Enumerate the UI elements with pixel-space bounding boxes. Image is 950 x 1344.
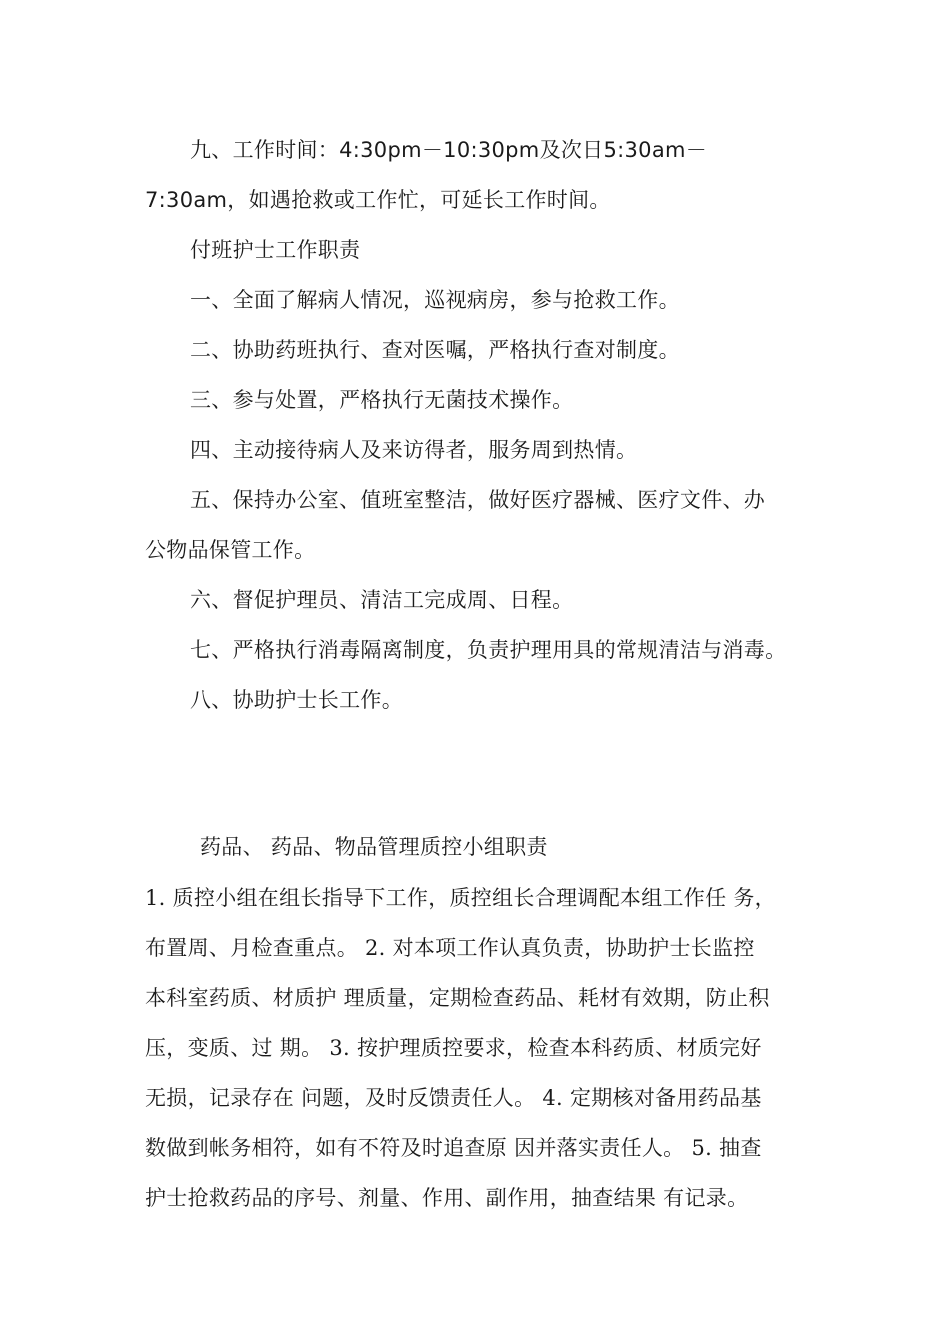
duty-item: 八、协助护士长工作。 — [190, 688, 403, 712]
qc-paragraph-line: 无损，记录存在 问题，及时反馈责任人。 4. 定期核对备用药品基 — [145, 1086, 762, 1110]
assistant-nurse-title: 付班护士工作职责 — [190, 238, 361, 262]
qc-paragraph-line: 压，变质、过 期。 3. 按护理质控要求，检查本科药质、材质完好 — [145, 1036, 762, 1060]
qc-paragraph-line: 布置周、月检查重点。 2. 对本项工作认真负责，协助护士长监控 — [145, 936, 755, 960]
duty-item: 三、参与处置，严格执行无菌技术操作。 — [190, 388, 574, 412]
duty-item: 七、严格执行消毒隔离制度，负责护理用具的常规清洁与消毒。 — [190, 638, 787, 662]
item-9-line-2 — [145, 185, 815, 215]
qc-paragraph-line: 本科室药质、材质护 理质量，定期检查药品、耗材有效期，防止积 — [145, 986, 770, 1010]
item-9-prefix: 九、工作时间： — [190, 138, 340, 162]
duty-item-continuation: 公物品保管工作。 — [145, 538, 316, 562]
item-9-rest: ，如遇抢救或工作忙，可延长工作时间。 — [227, 188, 611, 212]
item-9-mid: 及次日 — [539, 138, 604, 162]
duty-item: 五、保持办公室、值班室整洁，做好医疗器械、医疗文件、办 — [190, 488, 766, 512]
qc-paragraph-line: 护士抢救药品的序号、剂量、作用、副作用，抽查结果 有记录。 — [145, 1186, 749, 1210]
qc-paragraph-line: 数做到帐务相符，如有不符及时追查原 因并落实责任人。 5. 抽查 — [145, 1136, 762, 1160]
qc-paragraph-line: 1. 质控小组在组长指导下工作，质控组长合理调配本组工作任 务， — [145, 886, 776, 910]
item-9-line-1 — [190, 135, 815, 165]
duty-item: 一、全面了解病人情况，巡视病房，参与抢救工作。 — [190, 288, 680, 312]
qc-group-title: 药品、 药品、物品管理质控小组职责 — [200, 835, 548, 859]
duty-item: 二、协助药班执行、查对医嘱，严格执行查对制度。 — [190, 338, 680, 362]
item-9-time-morning-end: 7:30am — [145, 188, 228, 212]
item-9-time-evening: 4:30pm－10:30pm — [339, 138, 540, 162]
duty-item: 四、主动接待病人及来访得者，服务周到热情。 — [190, 438, 638, 462]
duty-item: 六、督促护理员、清洁工完成周、日程。 — [190, 588, 574, 612]
item-9-time-morning-start: 5:30am－ — [603, 138, 708, 162]
